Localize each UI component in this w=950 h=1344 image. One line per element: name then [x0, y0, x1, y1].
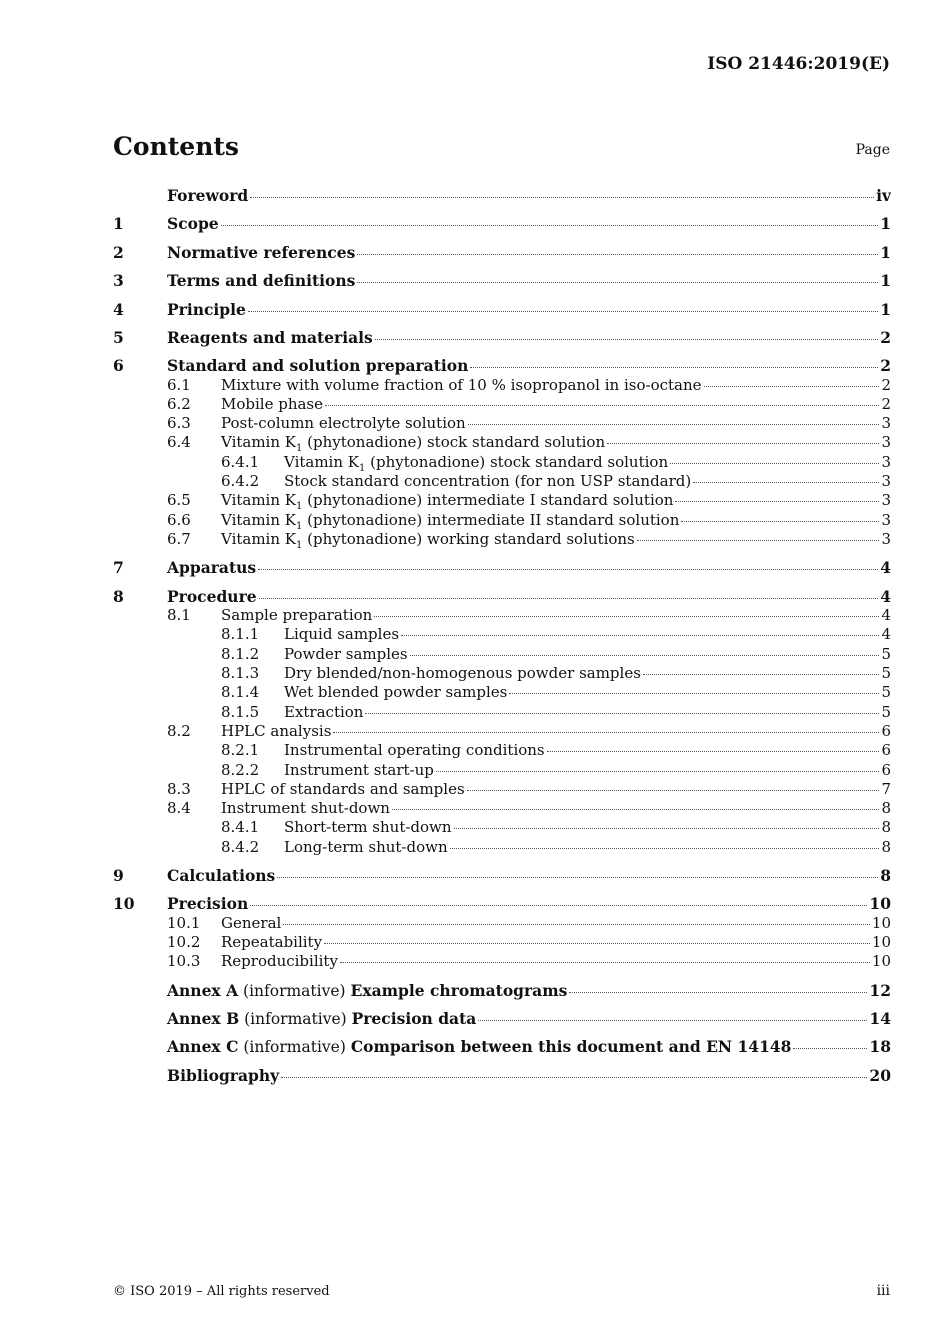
dot-leader: [547, 751, 880, 752]
dot-leader: [450, 848, 880, 849]
dot-leader: [693, 482, 879, 483]
toc-entry-title-rest: (phytonadione) working standard solutions: [302, 530, 635, 548]
toc-entry-title-rest: Precision data: [351, 1009, 477, 1028]
toc-entry-title-text: Long-term shut-down: [284, 838, 448, 856]
toc-entry-title-text: Reproducibility: [221, 952, 338, 970]
toc-entry-page: 3: [881, 414, 891, 432]
toc-entry-number: 8.1.3: [221, 664, 260, 682]
toc-entry-title-text: Reagents and materials: [167, 328, 373, 347]
dot-leader: [410, 655, 880, 656]
toc-entry-title-text: Procedure: [167, 587, 257, 606]
dot-leader: [468, 424, 880, 425]
toc-entry-title-rest: Comparison between this document and EN 14148: [350, 1037, 792, 1056]
toc-entry-title: [167, 894, 248, 913]
toc-entry-number: 8.4: [167, 799, 191, 817]
dot-leader: [325, 405, 879, 406]
dot-leader: [401, 635, 879, 636]
toc-entry-title-text: Dry blended/non-homogenous powder samples: [284, 664, 641, 682]
toc-entry-title-text: Normative references: [167, 243, 356, 262]
toc-entry[interactable]: [113, 453, 891, 473]
toc-entry-page: 4: [880, 587, 891, 606]
toc-entry[interactable]: [113, 300, 891, 320]
dot-leader: [248, 311, 878, 312]
toc-entry-page: 10: [871, 914, 891, 932]
toc-entry-page: 12: [869, 981, 891, 1000]
toc-entry-title-text: Powder samples: [284, 645, 408, 663]
toc-entry-number: 6.3: [167, 414, 191, 432]
toc-entry-title-rest: (phytonadione) stock standard solution: [302, 433, 606, 451]
toc-entry-title: [221, 433, 605, 451]
toc-entry-number: 2: [113, 243, 124, 262]
toc-entry-page: 3: [881, 433, 891, 451]
toc-entry[interactable]: [113, 866, 891, 886]
toc-entry-subscript: 1: [296, 521, 303, 531]
toc-entry[interactable]: [113, 664, 891, 684]
toc-entry-title-text: Vitamin K: [221, 433, 296, 451]
toc-entry[interactable]: [113, 914, 891, 934]
toc-entry-title-text: Foreword: [167, 186, 249, 205]
toc-entry-title: [221, 933, 322, 951]
page-column-label: Page: [855, 142, 890, 158]
toc-entry-number: 10.2: [167, 933, 201, 951]
toc-entry[interactable]: [113, 356, 891, 376]
toc-entry-number: 8.2: [167, 722, 191, 740]
toc-entry-page: 5: [881, 683, 891, 701]
toc-entry-page: 10: [871, 933, 891, 951]
toc-entry[interactable]: [113, 981, 891, 1001]
toc-entry-title: [167, 1037, 791, 1056]
toc-entry-number: 8.1.1: [221, 625, 260, 643]
toc-entry-title: [167, 1009, 476, 1028]
toc-entry[interactable]: [113, 625, 891, 645]
toc-entry-title-text: Precision: [167, 894, 249, 913]
toc-entry-title: [284, 645, 408, 663]
toc-entry[interactable]: [113, 558, 891, 578]
toc-entry-number: 8: [113, 587, 124, 606]
toc-entry-title: [221, 414, 466, 432]
toc-entry-title-text: Sample preparation: [221, 606, 373, 624]
toc-entry[interactable]: [113, 376, 891, 396]
toc-entry-title: [167, 1066, 279, 1085]
toc-entry-number: 8.3: [167, 780, 191, 798]
toc-entry[interactable]: [113, 491, 891, 511]
toc-entry-subscript: 1: [359, 463, 366, 473]
toc-entry-title: [167, 587, 257, 606]
toc-entry-title: [221, 952, 338, 970]
toc-entry-title-rest: (phytonadione) intermediate I standard solution: [302, 491, 674, 509]
toc-entry-title-text: Liquid samples: [284, 625, 400, 643]
toc-entry-title: [167, 558, 256, 577]
toc-entry-title: [167, 243, 355, 262]
toc-entry-title-text: Bibliography: [167, 1066, 280, 1085]
toc-entry-title: [221, 395, 323, 413]
toc-entry-subscript: 1: [296, 540, 303, 550]
toc-entry-title-text: Repeatability: [221, 933, 323, 951]
dot-leader: [375, 339, 878, 340]
toc-entry-page: 10: [871, 952, 891, 970]
dot-leader: [324, 943, 870, 944]
toc-entry-number: 10.3: [167, 952, 201, 970]
toc-entry-title: [284, 761, 434, 779]
dot-leader: [283, 924, 870, 925]
toc-entry-title: [221, 722, 331, 740]
document-id: ISO 21446:2019(E): [707, 54, 890, 74]
page-number: iii: [876, 1283, 890, 1299]
dot-leader: [357, 282, 878, 283]
toc-entry-title: [284, 741, 545, 759]
toc-entry-title-text: Vitamin K: [284, 453, 359, 471]
dot-leader: [793, 1048, 867, 1049]
toc-entry-title-text: Post-column electrolyte solution: [221, 414, 466, 432]
toc-entry[interactable]: [113, 587, 891, 607]
toc-entry-number: 8.4.1: [221, 818, 260, 836]
toc-entry[interactable]: [113, 243, 891, 263]
toc-entry-title-text: Stock standard concentration (for non USP standard): [284, 472, 692, 490]
toc-entry-title-text: Annex C: [167, 1037, 239, 1056]
toc-entry-page: 8: [881, 818, 891, 836]
toc-entry-number: 5: [113, 328, 124, 347]
toc-entry[interactable]: [113, 683, 891, 703]
toc-entry-page: 18: [869, 1037, 891, 1056]
toc-entry-number: 1: [113, 214, 124, 233]
toc-entry-page: 1: [880, 271, 891, 290]
toc-entry[interactable]: [113, 799, 891, 819]
dot-leader: [509, 693, 879, 694]
toc-entry-number: 8.1.4: [221, 683, 260, 701]
dot-leader: [681, 521, 879, 522]
toc-entry-page: 3: [881, 453, 891, 471]
toc-entry-title-text: Apparatus: [167, 558, 257, 577]
toc-entry-title-text: Extraction: [284, 703, 364, 721]
dot-leader: [675, 501, 879, 502]
toc-entry-page: 4: [881, 625, 891, 643]
toc-entry-subscript: 1: [296, 443, 303, 453]
toc-entry-title: [284, 818, 452, 836]
toc-entry-title-text: Principle: [167, 300, 246, 319]
toc-entry[interactable]: [113, 645, 891, 665]
toc-entry[interactable]: [113, 741, 891, 761]
toc-entry-number: 8.1.5: [221, 703, 260, 721]
toc-entry[interactable]: [113, 818, 891, 838]
toc-entry-title-rest: (phytonadione) stock standard solution: [365, 453, 669, 471]
toc-entry-page: 2: [881, 376, 891, 394]
toc-entry-title-text: Standard and solution preparation: [167, 356, 469, 375]
toc-entry-page: 1: [880, 243, 891, 262]
toc-entry[interactable]: [113, 606, 891, 626]
toc-entry-number: 10: [113, 894, 135, 913]
toc-entry-title: [221, 511, 679, 529]
toc-entry-number: 8.2.2: [221, 761, 260, 779]
toc-entry-page: 2: [881, 395, 891, 413]
toc-entry-title: [284, 625, 399, 643]
toc-entry-title: [221, 530, 635, 548]
toc-entry-title-text: Mixture with volume fraction of 10 % isopropanol in iso-octane: [221, 376, 702, 394]
toc-entry-title: [167, 271, 355, 290]
toc-entry-number: 6.7: [167, 530, 191, 548]
toc-entry-number: 7: [113, 558, 124, 577]
toc-entry-title-text: Calculations: [167, 866, 276, 885]
toc-entry-page: 6: [881, 741, 891, 759]
toc-entry-page: iv: [876, 186, 891, 205]
toc-entry-title: [221, 780, 465, 798]
toc-entry-page: 5: [881, 703, 891, 721]
toc-entry-informative: (informative): [238, 1038, 351, 1056]
toc-entry[interactable]: [113, 894, 891, 914]
toc-entry-page: 2: [880, 356, 891, 375]
toc-entry[interactable]: [113, 1009, 891, 1029]
toc-entry-page: 3: [881, 511, 891, 529]
toc-entry-title-text: Vitamin K: [221, 530, 296, 548]
toc-entry[interactable]: [113, 761, 891, 781]
toc-entry-title-text: General: [221, 914, 282, 932]
toc-entry-title-text: Instrument shut-down: [221, 799, 390, 817]
toc-entry-title-text: HPLC analysis: [221, 722, 332, 740]
toc-entry-page: 8: [880, 866, 891, 885]
toc-entry-page: 1: [880, 214, 891, 233]
dot-leader: [704, 386, 880, 387]
toc-entry-title-text: Wet blended powder samples: [284, 683, 508, 701]
toc-entry-number: 10.1: [167, 914, 201, 932]
toc-entry-number: 3: [113, 271, 124, 290]
copyright-notice: © ISO 2019 – All rights reserved: [113, 1284, 330, 1299]
toc-entry-page: 6: [881, 722, 891, 740]
toc-entry-title: [221, 376, 702, 394]
toc-entry-title: [167, 214, 219, 233]
toc-entry-number: 8.1: [167, 606, 191, 624]
toc-entry-page: 6: [881, 761, 891, 779]
toc-entry-page: 10: [869, 894, 891, 913]
toc-entry-number: 6: [113, 356, 124, 375]
toc-entry-title-text: Annex A: [167, 981, 239, 1000]
toc-entry-title-text: Short-term shut-down: [284, 818, 452, 836]
dot-leader: [340, 962, 870, 963]
dot-leader: [365, 713, 879, 714]
dot-leader: [250, 905, 867, 906]
toc-entry-title: [221, 799, 390, 817]
toc-entry-title: [284, 683, 507, 701]
toc-entry-title: [167, 981, 567, 1000]
toc-entry-title: [167, 866, 275, 885]
dot-leader: [478, 1020, 867, 1021]
toc-entry-title: [284, 703, 363, 721]
toc-entry-page: 1: [880, 300, 891, 319]
toc-entry-page: 14: [869, 1009, 891, 1028]
toc-entry-title-rest: (phytonadione) intermediate II standard solution: [302, 511, 680, 529]
toc-entry-page: 20: [869, 1066, 891, 1085]
dot-leader: [250, 197, 874, 198]
dot-leader: [221, 225, 879, 226]
toc-entry-number: 6.4.1: [221, 453, 260, 471]
toc-entry-page: 2: [880, 328, 891, 347]
dot-leader: [467, 790, 880, 791]
toc-entry-number: 6.1: [167, 376, 191, 394]
toc-entry-title: [221, 606, 372, 624]
toc-entry-informative: (informative): [238, 982, 351, 1000]
dot-leader: [454, 828, 880, 829]
toc-entry[interactable]: [113, 1066, 891, 1086]
toc-entry-number: 8.4.2: [221, 838, 260, 856]
toc-entry[interactable]: [113, 1037, 891, 1057]
toc-entry-number: 6.6: [167, 511, 191, 529]
toc-entry[interactable]: [113, 395, 891, 415]
toc-entry-title: [167, 328, 373, 347]
dot-leader: [637, 540, 880, 541]
toc-entry[interactable]: [113, 271, 891, 291]
toc-entry[interactable]: [113, 933, 891, 953]
toc-entry[interactable]: [113, 838, 891, 858]
toc-entry-number: 8.1.2: [221, 645, 260, 663]
toc-entry-title: [167, 300, 246, 319]
toc-entry[interactable]: [113, 214, 891, 234]
dot-leader: [333, 732, 879, 733]
toc-entry[interactable]: [113, 414, 891, 434]
toc-entry-page: 5: [881, 664, 891, 682]
toc-entry-title-text: Instrument start-up: [284, 761, 434, 779]
toc-entry[interactable]: [113, 952, 891, 972]
toc-entry-page: 5: [881, 645, 891, 663]
toc-entry-title-text: Scope: [167, 214, 219, 233]
toc-entry-subscript: 1: [296, 501, 303, 511]
dot-leader: [436, 771, 880, 772]
toc-entry-number: 6.4.2: [221, 472, 260, 490]
toc-entry[interactable]: [113, 186, 891, 206]
dot-leader: [569, 992, 867, 993]
toc-entry-title-text: Vitamin K: [221, 511, 296, 529]
toc-entry-title: [221, 491, 673, 509]
toc-entry[interactable]: [113, 780, 891, 800]
dot-leader: [470, 367, 878, 368]
dot-leader: [392, 809, 880, 810]
dot-leader: [259, 598, 879, 599]
toc-entry-number: 6.4: [167, 433, 191, 451]
toc-entry-informative: (informative): [239, 1010, 352, 1028]
toc-entry[interactable]: [113, 703, 891, 723]
toc-entry[interactable]: [113, 328, 891, 348]
dot-leader: [258, 569, 878, 570]
toc-entry-title: [167, 356, 468, 375]
toc-entry-number: 9: [113, 866, 124, 885]
toc-entry-page: 8: [881, 799, 891, 817]
toc-entry-number: 8.2.1: [221, 741, 260, 759]
toc-entry-page: 3: [881, 491, 891, 509]
toc-entry-number: 6.5: [167, 491, 191, 509]
toc-entry-number: 6.2: [167, 395, 191, 413]
toc-entry-page: 4: [880, 558, 891, 577]
toc-entry-title: [284, 453, 668, 471]
toc-entry-title-text: HPLC of standards and samples: [221, 780, 465, 798]
toc-entry[interactable]: [113, 472, 891, 492]
toc-entry-title: [284, 838, 448, 856]
page-title: Contents: [113, 132, 240, 161]
toc-entry[interactable]: [113, 530, 891, 550]
toc-entry[interactable]: [113, 433, 891, 453]
toc-entry-page: 3: [881, 472, 891, 490]
toc-entry-page: 7: [881, 780, 891, 798]
toc-entry-page: 3: [881, 530, 891, 548]
toc-entry-page: 8: [881, 838, 891, 856]
toc-entry[interactable]: [113, 511, 891, 531]
toc-entry-title: [167, 186, 248, 205]
dot-leader: [357, 254, 878, 255]
toc-entry-title-text: Mobile phase: [221, 395, 324, 413]
dot-leader: [607, 443, 879, 444]
dot-leader: [670, 463, 879, 464]
toc-entry-title: [284, 472, 691, 490]
dot-leader: [281, 1077, 867, 1078]
toc-entry-title-text: Annex B: [167, 1009, 240, 1028]
dot-leader: [277, 877, 878, 878]
toc-entry[interactable]: [113, 722, 891, 742]
dot-leader: [643, 674, 880, 675]
toc-entry-title-text: Terms and definitions: [167, 271, 356, 290]
toc-entry-title: [221, 914, 281, 932]
toc-entry-title-rest: Example chromatograms: [350, 981, 568, 1000]
dot-leader: [374, 616, 879, 617]
toc-entry-title-text: Vitamin K: [221, 491, 296, 509]
toc-entry-title-text: Instrumental operating conditions: [284, 741, 545, 759]
toc-entry-title: [284, 664, 641, 682]
toc-entry-number: 4: [113, 300, 124, 319]
toc-entry-page: 4: [881, 606, 891, 624]
